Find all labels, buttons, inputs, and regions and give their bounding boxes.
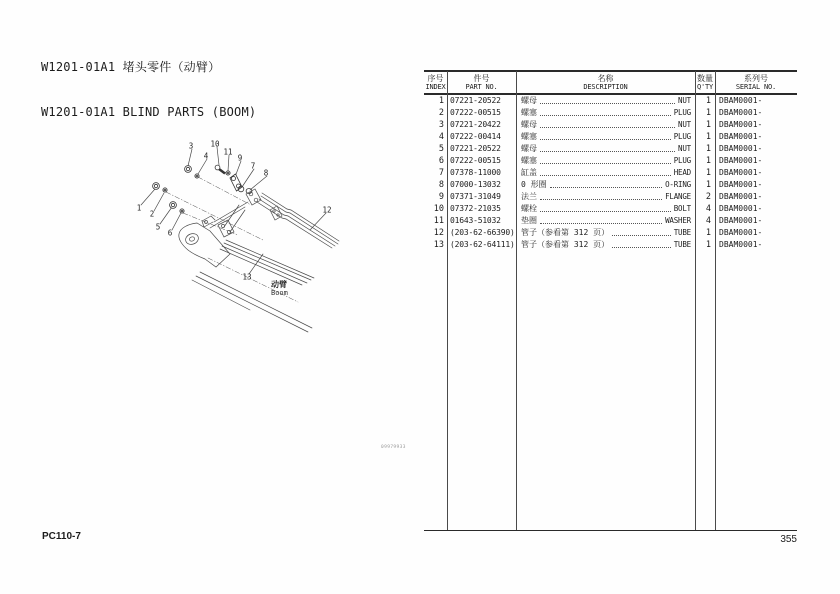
- cell-qty: 1: [705, 240, 711, 250]
- cell-part-no: 07222-00414: [450, 132, 501, 141]
- tube-bundle-upper: [257, 193, 339, 248]
- description-cn: 螺塞: [521, 108, 537, 117]
- cell-index: 12: [433, 228, 444, 238]
- header-part-no: 件号 PART NO.: [465, 73, 498, 91]
- cell-part-no: (203-62-64111): [450, 240, 515, 249]
- description-cn: 螺栓: [521, 204, 537, 213]
- callout-12: 12: [322, 205, 332, 215]
- header-description: 名称 DESCRIPTION: [583, 73, 628, 91]
- dot-leader: [612, 234, 671, 236]
- dot-leader: [540, 126, 675, 128]
- table-row: [424, 239, 797, 251]
- cell-index: 10: [433, 204, 444, 214]
- cell-part-no: 07371-31049: [450, 192, 501, 201]
- table-row: [424, 107, 797, 119]
- callout-7: 7: [250, 161, 256, 171]
- cell-serial-no: DBAM0001-: [719, 168, 763, 177]
- dot-leader: [540, 138, 671, 140]
- tube-bundle-middle: [220, 240, 314, 285]
- table-row: [424, 143, 797, 155]
- cell-description: [516, 119, 695, 131]
- cell-index: 1: [438, 96, 444, 106]
- callout-13: 13: [242, 272, 252, 282]
- cell-serial-no: DBAM0001-: [719, 156, 763, 165]
- table-header: [424, 72, 797, 93]
- table-body: [424, 95, 797, 251]
- dot-leader: [540, 114, 671, 116]
- boom-lower-edges: [192, 272, 312, 332]
- description-en: BOLT: [673, 204, 691, 213]
- description-cn: 螺塞: [521, 132, 537, 141]
- description-en: PLUG: [673, 132, 691, 141]
- title-line-cn: W1201-01A1 堵头零件（动臂）: [41, 60, 221, 74]
- cell-part-no: (203-62-66390): [450, 228, 515, 237]
- description-en: NUT: [678, 144, 691, 153]
- drawing-number: 09979933: [381, 445, 406, 450]
- callout-10: 10: [210, 139, 220, 149]
- upper-bracket: [246, 189, 261, 205]
- cell-part-no: 07222-00515: [450, 108, 501, 117]
- plug-part-3: [185, 166, 192, 173]
- parts-table: [424, 70, 797, 531]
- description-en: PLUG: [673, 156, 691, 165]
- table-bottom-rule: [424, 530, 797, 532]
- dot-leader: [540, 162, 671, 164]
- boom-top-bracket: [218, 220, 234, 237]
- dot-leader: [540, 150, 675, 152]
- title-line-en: W1201-01A1 BLIND PARTS (BOOM): [41, 105, 257, 119]
- description-cn: 缸盖: [521, 168, 537, 177]
- description-en: TUBE: [673, 240, 691, 249]
- cell-index: 5: [438, 144, 444, 154]
- cell-index: 4: [438, 132, 444, 142]
- cell-description: [516, 215, 695, 227]
- description-en: HEAD: [673, 168, 691, 177]
- cell-serial-no: DBAM0001-: [719, 144, 763, 153]
- cell-description: [516, 179, 695, 191]
- boom-foot-hole: [184, 232, 200, 246]
- washer-part-2: [163, 188, 167, 192]
- cell-qty: 1: [705, 120, 711, 130]
- table-row: [424, 131, 797, 143]
- cell-index: 2: [438, 108, 444, 118]
- cell-serial-no: DBAM0001-: [719, 240, 763, 249]
- cell-part-no: 07221-20522: [450, 144, 501, 153]
- description-cn: 管子（参看第 312 页）: [521, 228, 610, 237]
- cell-serial-no: DBAM0001-: [719, 108, 763, 117]
- cell-index: 3: [438, 120, 444, 130]
- washer-part-11: [226, 171, 230, 175]
- table-row: [424, 95, 797, 107]
- cell-description: [516, 155, 695, 167]
- callout-5: 5: [155, 222, 161, 232]
- table-row: [424, 191, 797, 203]
- cell-qty: 4: [705, 216, 711, 226]
- description-cn: 螺母: [521, 96, 537, 105]
- boom-foot: [179, 223, 230, 267]
- cell-serial-no: DBAM0001-: [719, 96, 763, 105]
- dot-leader: [550, 186, 662, 188]
- callout-1: 1: [136, 203, 142, 213]
- boom-exploded-drawing: [118, 132, 350, 347]
- cell-part-no: 07378-11000: [450, 168, 501, 177]
- bolt-part-10: [215, 165, 225, 173]
- description-en: TUBE: [673, 228, 691, 237]
- table-row: [424, 167, 797, 179]
- cell-index: 7: [438, 168, 444, 178]
- boom-label-cn: 动臂: [271, 280, 287, 289]
- cell-description: [516, 107, 695, 119]
- cell-index: 9: [438, 192, 444, 202]
- cell-description: [516, 167, 695, 179]
- dot-leader: [540, 102, 675, 104]
- header-index: 序号 INDEX: [425, 73, 446, 91]
- description-en: NUT: [678, 96, 691, 105]
- callout-9: 9: [237, 153, 243, 163]
- cell-serial-no: DBAM0001-: [719, 192, 763, 201]
- header-serial-no: 系列号 SERIAL NO.: [735, 73, 777, 91]
- callout-11: 11: [223, 147, 233, 157]
- description-en: PLUG: [673, 108, 691, 117]
- cell-qty: 1: [705, 168, 711, 178]
- description-cn: 螺母: [521, 120, 537, 129]
- cell-part-no: 07222-00515: [450, 156, 501, 165]
- description-en: WASHER: [665, 216, 691, 225]
- boom-label-en: Boom: [271, 289, 288, 297]
- cell-serial-no: DBAM0001-: [719, 228, 763, 237]
- cell-qty: 1: [705, 156, 711, 166]
- boom-label: [271, 280, 288, 297]
- plug-part-5: [170, 202, 177, 209]
- cell-part-no: 07221-20522: [450, 96, 501, 105]
- cell-part-no: 07372-21035: [450, 204, 501, 213]
- dot-leader: [540, 222, 662, 224]
- cell-part-no: 07000-13032: [450, 180, 501, 189]
- page-number: 355: [780, 534, 797, 545]
- callout-6: 6: [167, 228, 173, 238]
- dot-leader: [612, 246, 671, 248]
- diagram: [118, 132, 350, 347]
- callout-8: 8: [263, 168, 269, 178]
- cell-description: [516, 227, 695, 239]
- cell-index: 11: [433, 216, 444, 226]
- table-row: [424, 215, 797, 227]
- cell-qty: 1: [705, 132, 711, 142]
- cell-serial-no: DBAM0001-: [719, 204, 763, 213]
- washer-part-6: [180, 209, 184, 213]
- cell-qty: 4: [705, 204, 711, 214]
- description-en: O-RING: [665, 180, 691, 189]
- cell-part-no: 07221-20422: [450, 120, 501, 129]
- cell-part-no: 01643-51032: [450, 216, 501, 225]
- cell-qty: 1: [705, 228, 711, 238]
- description-cn: 管子（参看第 312 页）: [521, 240, 610, 249]
- description-en: FLANGE: [665, 192, 691, 201]
- cell-qty: 2: [705, 192, 711, 202]
- dot-leader: [540, 198, 662, 200]
- header-qty: 数量 Q'TY: [696, 73, 714, 91]
- cell-index: 8: [438, 180, 444, 190]
- description-cn: 垫圈: [521, 216, 537, 225]
- callout-3: 3: [188, 141, 194, 151]
- description-cn: 法兰: [521, 192, 537, 201]
- table-row: [424, 203, 797, 215]
- footer-model-code: PC110-7: [42, 531, 81, 542]
- description-cn: 螺塞: [521, 156, 537, 165]
- washer-part-4: [195, 174, 199, 178]
- cell-index: 13: [433, 240, 444, 250]
- table-row: [424, 179, 797, 191]
- cell-description: [516, 239, 695, 251]
- dot-leader: [540, 210, 671, 212]
- table-row: [424, 119, 797, 131]
- cell-serial-no: DBAM0001-: [719, 216, 763, 225]
- description-cn: 螺母: [521, 144, 537, 153]
- plug-part-1: [153, 183, 160, 190]
- cell-qty: 1: [705, 108, 711, 118]
- cell-description: [516, 131, 695, 143]
- cell-description: [516, 143, 695, 155]
- cell-qty: 1: [705, 96, 711, 106]
- description-en: NUT: [678, 120, 691, 129]
- callout-4: 4: [203, 151, 209, 161]
- cell-serial-no: DBAM0001-: [719, 120, 763, 129]
- clamp-part-9: [230, 174, 242, 191]
- cell-description: [516, 95, 695, 107]
- table-row: [424, 155, 797, 167]
- description-cn: 0 形圈: [521, 180, 547, 189]
- cell-qty: 1: [705, 180, 711, 190]
- cell-serial-no: DBAM0001-: [719, 132, 763, 141]
- boom-chords: [210, 202, 248, 228]
- cell-description: [516, 191, 695, 203]
- table-row: [424, 227, 797, 239]
- boom-foot-hole-inner: [189, 236, 195, 242]
- callout-2: 2: [149, 209, 155, 219]
- cell-description: [516, 203, 695, 215]
- cell-index: 6: [438, 156, 444, 166]
- cell-serial-no: DBAM0001-: [719, 180, 763, 189]
- dot-leader: [540, 174, 671, 176]
- cell-qty: 1: [705, 144, 711, 154]
